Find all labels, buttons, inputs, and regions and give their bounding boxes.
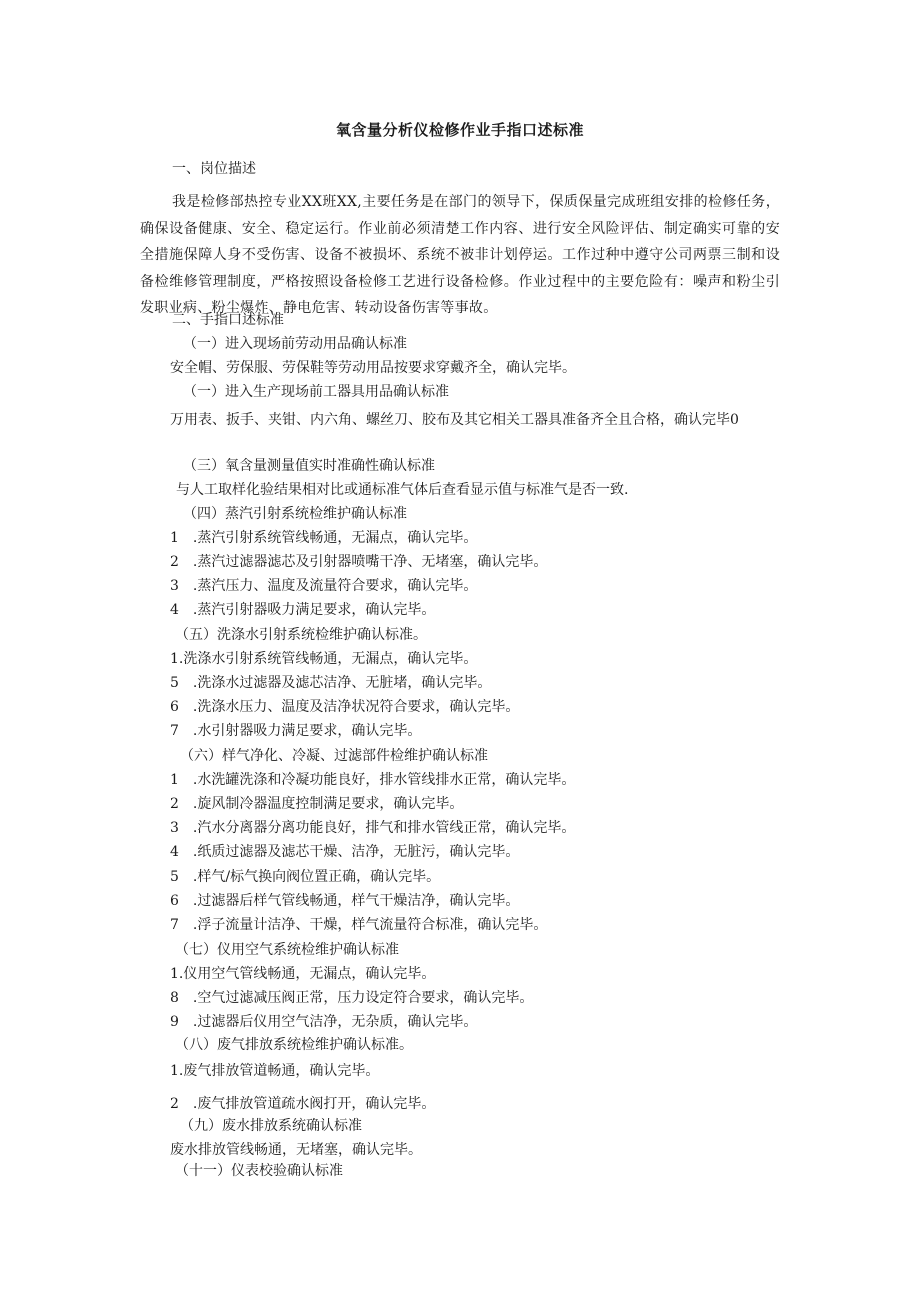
subsection-heading: （十一）仪表校验确认标准	[175, 1163, 343, 1179]
standard-line: 安全帽、劳保服、劳保鞋等劳动用品按要求穿戴齐全，确认完毕。	[170, 360, 576, 376]
list-item: 1.洗涤水引射系统管线畅通，无漏点，确认完毕。	[170, 651, 478, 667]
subsection-heading: （一）进入现场前劳动用品确认标准	[183, 336, 407, 352]
list-item: 1.废气排放管道畅通，确认完毕。	[170, 1063, 380, 1079]
list-item: 7 .水引射器吸力满足要求，确认完毕。	[170, 723, 422, 739]
subsection-heading: （七）仪用空气系统检维护确认标准	[175, 942, 399, 958]
section-heading-standards: 二、手指口述标准	[172, 312, 284, 328]
subsection-heading: （一）进入生产现场前工器具用品确认标准	[183, 384, 449, 400]
list-item: 5 .洗涤水过滤器及滤芯洁净、无脏堵，确认完毕。	[170, 675, 492, 691]
list-item: 3 .蒸汽压力、温度及流量符合要求，确认完毕。	[170, 578, 478, 594]
subsection-heading: （六）样气净化、冷凝、过滤部件检维护确认标准	[180, 748, 488, 764]
subsection-heading: （九）废水排放系统确认标准	[180, 1118, 362, 1134]
list-item: 2 .旋风制冷器温度控制满足要求，确认完毕。	[170, 796, 464, 812]
list-item: 4 .蒸汽引射器吸力满足要求，确认完毕。	[170, 602, 436, 618]
list-item: 9 .过滤器后仪用空气洁净，无杂质，确认完毕。	[170, 1014, 478, 1030]
list-item: 8 .空气过滤减压阀正常，压力设定符合要求，确认完毕。	[170, 990, 534, 1006]
list-item: 4 .纸质过滤器及滤芯干燥、洁净，无脏污，确认完毕。	[170, 844, 520, 860]
subsection-heading: （八）废气排放系统检维护确认标准。	[175, 1037, 413, 1053]
list-item: 3 .汽水分离器分离功能良好，排气和排水管线正常，确认完毕。	[170, 820, 576, 836]
list-item: 7 .浮子流量计洁净、干燥，样气流量符合标准，确认完毕。	[170, 917, 548, 933]
standard-line: 与人工取样化验结果相对比或通标准气体后查看显示值与标准气是否一致.	[176, 482, 629, 498]
section-heading-job-description: 一、岗位描述	[172, 161, 256, 177]
subsection-heading: （四）蒸汽引射系统检维护确认标准	[183, 506, 407, 522]
subsection-heading: （三）氧含量测量值实时准确性确认标准	[183, 458, 435, 474]
list-item: 1 .蒸汽引射系统管线畅通，无漏点，确认完毕。	[170, 530, 478, 546]
document-title: 氧含量分析仪检修作业手指口述标准	[335, 121, 584, 139]
job-description-paragraph: 我是检修部热控专业XX班XX,主要任务是在部门的领导下，保质保量完成班组安排的检修任务，确保设备健康、安全、稳定运行。作业前必须清楚工作内容、进行安全风险评估、制定确实可靠的安全措施保障人身不受伤害、设备不被损坏、系统不被非计划停运。工作过种中遵守公司两票三制和设备检维修管理制度，严格按照设备检修工艺进行设备检修。作业过程中的主要危险有：噪声和粉尘引发职业病、粉尘爆炸、静电危害、转动设备伤害等事故。	[140, 194, 780, 316]
standard-line-wrapped: 万用表、扳手、夹钳、内六角、螺丝刀、胶布及其它相关工器具准备齐全且合格，确认完毕0	[170, 412, 739, 428]
list-item: 6 .过滤器后样气管线畅通，样气干燥洁净，确认完毕。	[170, 893, 520, 909]
list-item: 1.仪用空气管线畅通，无漏点，确认完毕。	[170, 966, 436, 982]
list-item: 2 .废气排放管道疏水阀打开，确认完毕。	[170, 1096, 436, 1112]
list-item: 6 .洗涤水压力、温度及洁净状况符合要求，确认完毕。	[170, 699, 520, 715]
list-item: 2 .蒸汽过滤器滤芯及引射器喷嘴干净、无堵塞，确认完毕。	[170, 554, 548, 570]
standard-line: 废水排放管线畅通，无堵塞，确认完毕。	[170, 1142, 422, 1158]
subsection-heading: （五）洗涤水引射系统检维护确认标准。	[175, 627, 427, 643]
list-item: 5 .样气/标气换向阀位置正确，确认完毕。	[170, 869, 441, 885]
list-item: 1 .水洗罐洗涤和冷凝功能良好，排水管线排水正常，确认完毕。	[170, 772, 576, 788]
